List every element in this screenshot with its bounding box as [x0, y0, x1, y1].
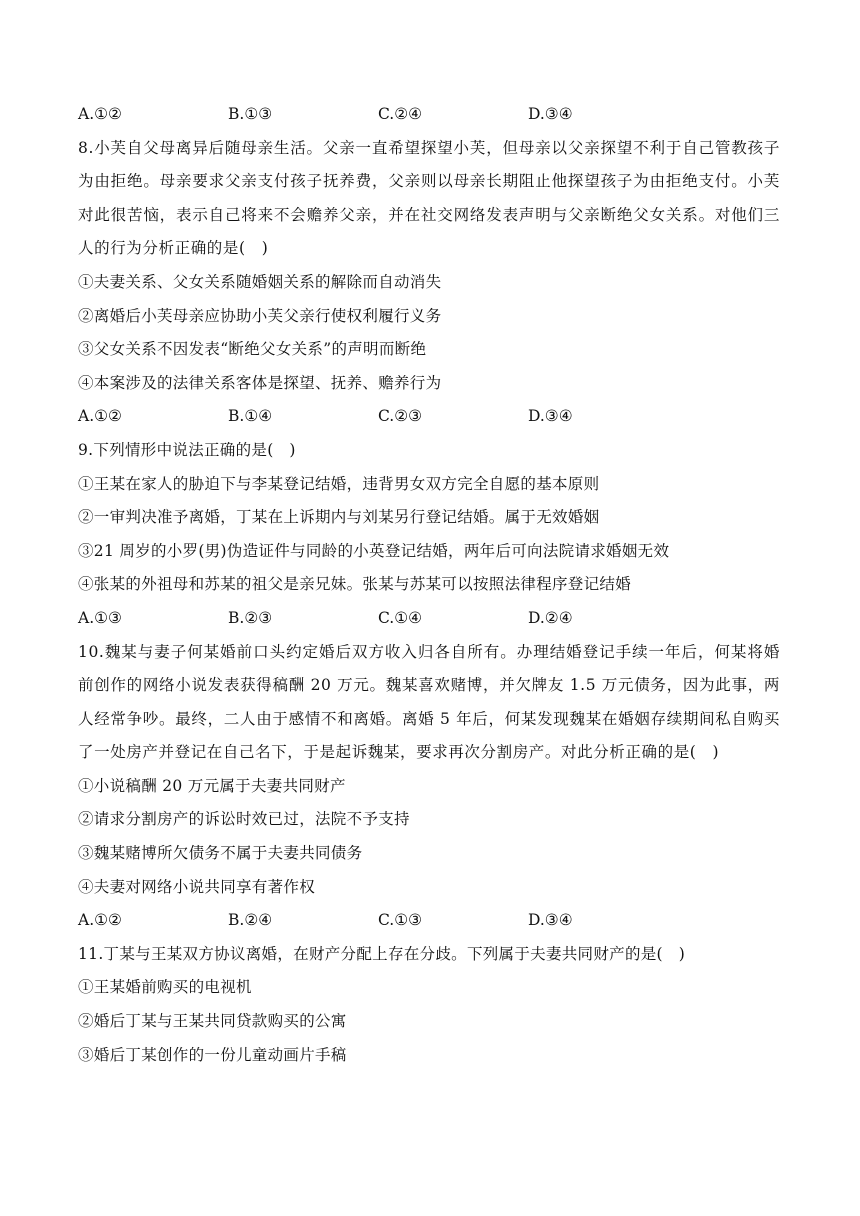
- q9-option-b: B.②③: [228, 608, 273, 627]
- q10-statement-2: ②请求分割房产的诉讼时效已过，法院不予支持: [78, 810, 410, 829]
- q7-option-c: C.②④: [378, 105, 423, 123]
- q11-statement-2: ②婚后丁某与王某共同贷款购买的公寓: [78, 1012, 347, 1031]
- q10-statement-1: ①小说稿酬 20 万元属于夫妻共同财产: [78, 776, 346, 795]
- question-10: [78, 636, 780, 938]
- q8-statement-1: ①夫妻关系、父女关系随婚姻关系的解除而自动消失: [78, 272, 442, 291]
- question-9: [78, 434, 780, 636]
- q10-statement-3: ③魏某赌博所欠债务不属于夫妻共同债务: [78, 844, 363, 863]
- q10-options: [78, 904, 780, 938]
- q9-statement-1: ①王某在家人的胁迫下与李某登记结婚，违背男女双方完全自愿的基本原则: [78, 474, 600, 493]
- q7-options: [78, 98, 780, 132]
- q9-options: [78, 602, 780, 636]
- q9-option-c: C.①④: [378, 608, 423, 627]
- question-8: [78, 132, 780, 434]
- q7-option-a: A.①②: [78, 105, 122, 123]
- exam-page: [78, 98, 780, 1072]
- q8-stem: 8.小芙自父母离异后随母亲生活。父亲一直希望探望小芙，但母亲以父亲探望不利于自己管教孩子为由拒绝。母亲要求父亲支付孩子抚养费，父亲则以母亲长期阻止他探望孩子为由拒绝支付。小芙对此很苦恼，表示自己将来不会赡养父亲，并在社交网络发表声明与父亲断绝父女关系。对他们三人的行为分析正确的是( ): [78, 138, 780, 258]
- q9-statement-2: ②一审判决准予离婚，丁某在上诉期内与刘某另行登记结婚。属于无效婚姻: [78, 508, 600, 527]
- q7-option-b: B.①③: [228, 105, 273, 123]
- q9-stem: 9.下列情形中说法正确的是( ): [78, 440, 296, 459]
- q9-option-a: A.①③: [78, 608, 122, 627]
- q7-option-d: D.③④: [528, 105, 573, 123]
- q8-option-a: A.①②: [78, 407, 122, 426]
- q10-statement-4: ④夫妻对网络小说共同享有著作权: [78, 877, 316, 896]
- q8-statement-2: ②离婚后小芙母亲应协助小芙父亲行使权利履行义务: [78, 306, 442, 325]
- q8-option-b: B.①④: [228, 407, 273, 426]
- q10-option-a: A.①②: [78, 911, 122, 930]
- q8-options: [78, 400, 780, 434]
- q10-stem: 10.魏某与妻子何某婚前口头约定婚后双方收入归各自所有。办理结婚登记手续一年后，何某将婚前创作的网络小说发表获得稿酬 20 万元。魏某喜欢赌博，并欠牌友 1.5 万元债务，因为此事，两人经常争吵。最终，二人由于感情不和离婚。离婚 5 年后，何某发现魏某在婚姻存续期间私自购买了一处房产并登记在自己名下，于是起诉魏某，要求再次分割房产。对此分析正确的是( ): [78, 642, 780, 762]
- q10-option-c: C.①③: [378, 911, 423, 930]
- q9-statement-4: ④张某的外祖母和苏某的祖父是亲兄妹。张某与苏某可以按照法律程序登记结婚: [78, 575, 632, 594]
- q9-option-d: D.②④: [528, 608, 573, 627]
- q10-option-d: D.③④: [528, 911, 573, 930]
- q11-statement-1: ①王某婚前购买的电视机: [78, 978, 252, 997]
- question-11: [78, 938, 780, 1072]
- q8-statement-4: ④本案涉及的法律关系客体是探望、抚养、赡养行为: [78, 373, 442, 392]
- q8-option-c: C.②③: [378, 407, 423, 426]
- q11-statement-3: ③婚后丁某创作的一份儿童动画片手稿: [78, 1045, 347, 1064]
- q9-statement-3: ③21 周岁的小罗(男)伪造证件与同龄的小英登记结婚，两年后可向法院请求婚姻无效: [78, 541, 670, 560]
- q8-statement-3: ③父女关系不因发表“断绝父女关系”的声明而断绝: [78, 340, 427, 359]
- q8-option-d: D.③④: [528, 407, 573, 426]
- q10-option-b: B.②④: [228, 911, 273, 930]
- q11-stem: 11.丁某与王某双方协议离婚，在财产分配上存在分歧。下列属于夫妻共同财产的是( ): [78, 944, 686, 963]
